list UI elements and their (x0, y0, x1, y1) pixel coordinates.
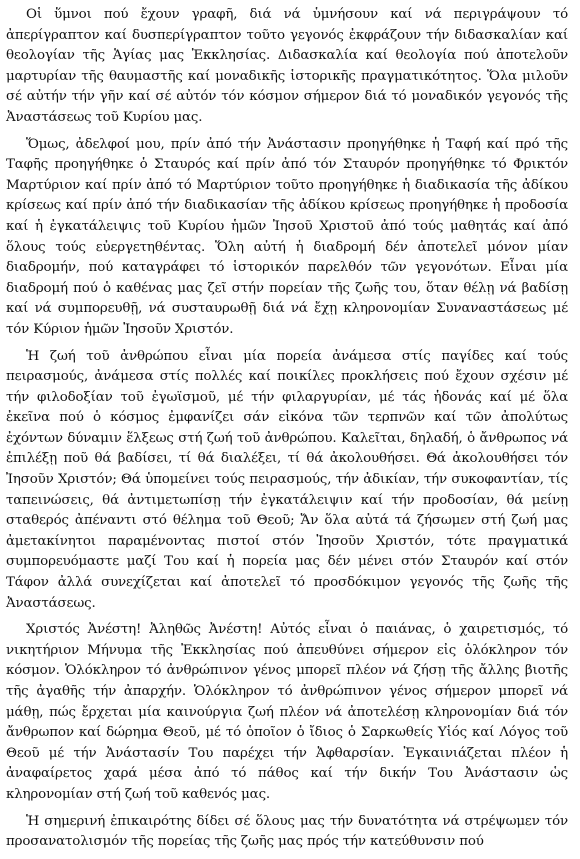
paragraph-2: Ὅμως, ἀδελφοί μου, πρίν ἀπό τήν Ἀνάστασιν προηγήθηκε ἡ Ταφή καί πρό τῆς Ταφῆς προηγήθηκε ὁ Σταυρός καί πρίν ἀπό τόν Σταυρόν προηγήθηκε τό Φρικτόν Μαρτύριον καί πρίν ἀπό τό Μαρτύριον τοῦτο προηγήθηκε ἡ διαδικασία τῆς ἀδίκου κρίσεως καί πρίν ἀπό τήν διαδικασίαν τῆς ἀδίκου κρίσεως προηγήθηκε ἡ προδοσία καί ἡ ἐγκατάλειψις τοῦ Κυρίου ἡμῶν Ἰησοῦ Χριστοῦ ἀπό τούς μαθητάς καί ἀπό ὅλους τούς εὐεργετηθέντας. Ὅλη αὐτή ἡ διαδρομή δέν ἀποτελεῖ μόνον μίαν διαδρομήν, πού καταγράφει τό ἱστορικόν παρελθόν τῶν γεγονότων. Εἶναι μία διαδρομή πού ὁ καθένας μας ζεῖ στήν πορείαν τῆς ζωῆς του, ὅταν θέλῃ νά βαδίσῃ καί νά συμπορευθῇ, νά συσταυρωθῇ διά νά ἔχῃ κληρονομίαν Συναναστάσεως μέ τόν Κύριον ἡμῶν Ἰησοῦν Χριστόν. (6, 136, 568, 337)
paragraph-1: Οἱ ὕμνοι πού ἔχουν γραφῆ, διά νά ὑμνήσουν καί νά περιγράψουν τό ἀπερίγραπτον καί δυσπερίγραπτον τοῦτο γεγονός ἐκφράζουν τήν διδασκαλίαν καί θεολογίαν τῆς Ἁγίας μας Ἐκκλησίας. Διδασκαλία καί θεολογία πού ἀποτελοῦν μαρτυρίαν τῆς θαυμαστῆς καί μοναδικῆς ἱστορικῆς πραγματικότητος. Ὅλα μιλοῦν σέ αὐτήν τήν γῆν καί σέ αὐτόν τόν κόσμον σήμερον διά τό μοναδικόν γεγονός τῆς Ἀναστάσεως τοῦ Κυρίου μας. (6, 7, 568, 125)
paragraph-5: Ἡ σημερινή ἐπικαιρότης δίδει σέ ὅλους μας τήν δυνατότητα νά στρέψωμεν τόν προσανατολισμόν τῆς πορείας τῆς ζωῆς μας πρός τήν κατεύθυνσιν πού (6, 813, 568, 850)
paragraph-3: Ἡ ζωή τοῦ ἀνθρώπου εἶναι μία πορεία ἀνάμεσα στίς παγίδες καί τούς πειρασμούς, ἀνάμεσα στίς πολλές καί ποικίλες προκλήσεις πού ἔχουν σχέσιν μέ τήν φιλοδοξίαν τοῦ ἐγωϊσμοῦ, μέ τήν φιλαργυρίαν, μέ τάς ἡδονάς καί μέ ὅλα ἐκεῖνα πού ὁ κόσμος ἐμφανίζει σάν εἰκόνα τῶν τερπνῶν καί τῶν ἀπολύτως ἐχόντων δύναμιν ἕλξεως στή ζωή τοῦ ἀνθρώπου. Καλεῖται, δηλαδή, ὁ ἄνθρωπος νά ἐπιλέξῃ ποῦ θά βαδίσει, τί θά διαλέξει, τί θά ἀκολουθήσει. Θά ἀκολουθήσει τόν Ἰησοῦν Χριστόν; Θά ὑπομείνει τούς πειρασμούς, τήν ἀδικίαν, τήν συκοφαντίαν, τίς ταπεινώσεις, θά ἀντιμετωπίσῃ τήν ἐγκατάλειψιν καί τήν προδοσίαν, θά μείνῃ σταθερός ἀπέναντι στό θέλημα τοῦ Θεοῦ; Ἄν ὅλα αὐτά τά ζήσωμεν στή ζωή μας ἀμετακίνητοι παραμένοντας πιστοί στόν Ἰησοῦν Χριστόν, τότε πραγματικά συμπορευόμαστε μαζί Του καί ἡ πορεία μας δέν μένει στόν Σταυρόν καί στόν Τάφον ἀλλά συνεχίζεται καί ἀποτελεῖ τό προσδόκιμον γεγονός τῆς ζωῆς τῆς Ἀναστάσεως. (6, 348, 568, 611)
document-page (6, 5, 568, 859)
paragraph-4: Χριστός Ἀνέστη! Ἀληθῶς Ἀνέστη! Αὐτός εἶναι ὁ παιάνας, ὁ χαιρετισμός, τό νικητήριον Μήνυμα τῆς Ἐκκλησίας πού ἀπευθύνει σήμερον εἰς ὁλόκληρον τόν κόσμον. Ὁλόκληρον τό ἀνθρώπινον γένος μπορεῖ πλέον νά ζήσῃ τῆς ἄλλης βιοτῆς τῆς ἀγαθῆς τήν ἀπαρχήν. Ὁλόκληρον τό ἀνθρώπινον γένος σήμερον μπορεῖ νά μάθῃ, πώς ἔρχεται μία καινούργια ζωή πλέον νά ἀποτελέσῃ κληρονομίαν διά τόν ἄνθρωπον καί δώρημα Θεοῦ, μέ τό ὁποῖον ὁ ἴδιος ὁ Σαρκωθείς Υἱός καί Λόγος τοῦ Θεοῦ μέ τήν Ἀνάστασίν Του παρέχει τήν Ἀφθαρσίαν. Ἐγκαινιάζεται πλέον ἡ ἀναφαίρετος χαρά μέσα ἀπό τό πάθος καί τήν δικήν Του Ἀνάστασιν ὡς κληρονομίαν στή ζωή τοῦ καθενός μας. (6, 622, 568, 802)
